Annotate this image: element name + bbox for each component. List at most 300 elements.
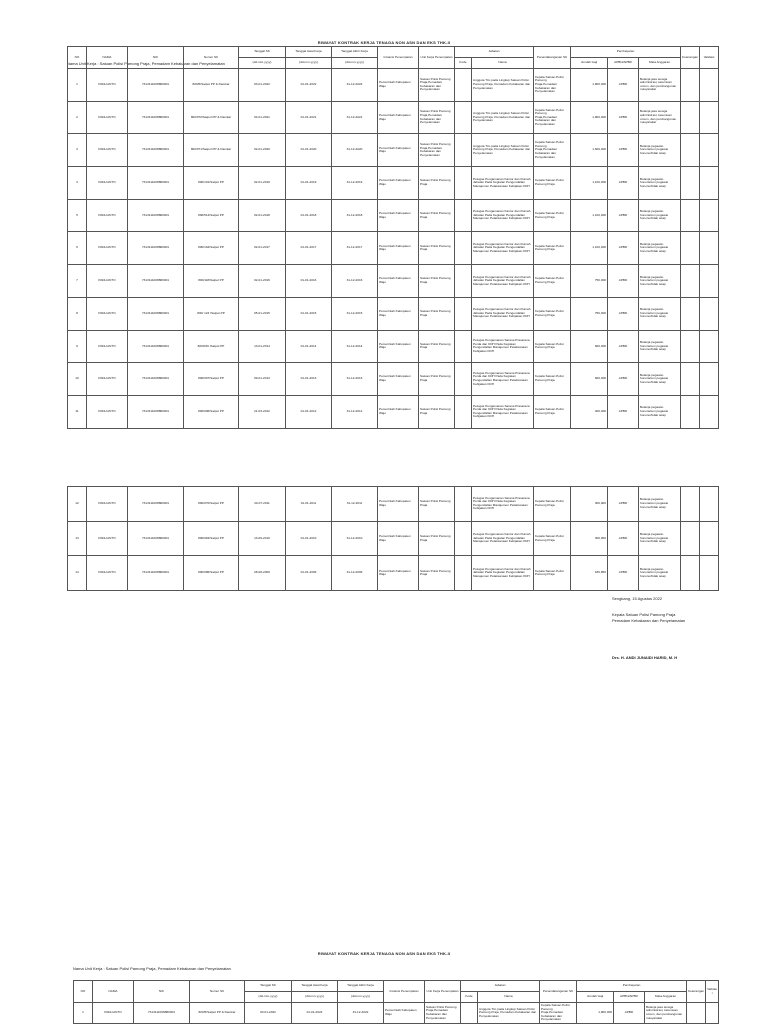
- cell-apbn: APBD: [608, 363, 639, 396]
- cell-mata-anggaran: Belanja pegawai-honorarium pegawai honorer/tidak tetap: [639, 297, 681, 330]
- cell-tanggal-sk: 28-08-2009: [239, 556, 286, 591]
- cell-instansi: Pemerintah Kabupaten Wajo: [378, 199, 419, 232]
- document-title: RIWAYAT KONTRAK KERJA TENAGA NON ASN DAN EKS THK-II: [317, 40, 451, 45]
- cell-no: 10: [68, 363, 87, 396]
- cell-tanggal-sk: 02-01-2018: [239, 199, 286, 232]
- cell-tanggal-awal: 01-01-2015: [286, 297, 332, 330]
- table-body: [74, 1003, 719, 1024]
- cell-nik: 7313111008880001: [128, 297, 184, 330]
- cell-penandatangan: Kepala Satuan Polisi Pamong Praja,Pemadam Kebakaran dan Penyelamatan: [540, 1003, 577, 1024]
- cell-mata-anggaran: Belanja jasa tenaga administrasi, ketentuan umum, dan pembangunan masyarakat: [645, 1003, 687, 1024]
- cell-nomor-sk: 800/164/Satpol PP: [184, 232, 239, 265]
- table-row: [68, 297, 719, 330]
- cell-penandatangan: Kepala Satuan Polisi Pamong Praja: [534, 521, 571, 556]
- table-body: [68, 487, 719, 591]
- header-kode: Kode: [455, 58, 472, 69]
- cell-unit-kerja: Satuan Polisi Pamong Praja,Pemadam Kebakaran dan Penyelamatan: [419, 101, 455, 134]
- header-tanggal-akhir: Tanggal Akhir Kerja: [332, 47, 378, 58]
- cell-jabatan: Petugas Pengamanan Kantor dan Rumah Jabatan Pada Kegiatan Pengendalian Manajemen Pelaksanaan Kebijakan KDH: [472, 265, 534, 298]
- cell-penandatangan: Kepala Satuan Polisi Pamong Praja: [534, 556, 571, 591]
- header-jabatan: Jabatan: [455, 47, 534, 58]
- cell-unit-kerja: Satuan Polisi Pamong Praja: [419, 330, 455, 363]
- cell-jumlah-gaji: 1,800,000: [571, 101, 608, 134]
- header-tanggal-awal: Tanggal Awal Kerja: [286, 47, 332, 58]
- cell-tanggal-sk: 21-03-2012: [239, 395, 286, 428]
- table-header: [74, 981, 719, 1003]
- cell-nomor-sk: 800/ 123 /Satpol PP: [184, 297, 239, 330]
- header-date-format: (dd-mm-yyyy): [286, 58, 332, 69]
- cell-unit-kerja: Satuan Polisi Pamong Praja: [419, 363, 455, 396]
- signature-position: Pemadam Kebakaran dan Penyelamatan: [612, 618, 686, 623]
- cell-mata-anggaran: Belanja jasa tenaga administrasi, ketentuan umum, dan pembangunan masyarakat: [639, 101, 681, 134]
- cell-no: 8: [68, 297, 87, 330]
- cell-nama: PADLIANTO: [87, 487, 128, 522]
- cell-kode: [455, 134, 472, 167]
- cell-mata-anggaran: Belanja pegawai-honorarium pegawai honorer/tidak tetap: [639, 487, 681, 522]
- table-row: [68, 134, 719, 167]
- cell-tanggal-sk: 02-01-2017: [239, 232, 286, 265]
- cell-tanggal-akhir: 31-12-2020: [332, 134, 378, 167]
- cell-nomor-sk: 800/086/Satpol PP: [184, 556, 239, 591]
- cell-jabatan: Petugas Pengamanan Kantor dan Rumah Jabatan Pada Kegiatan Pengendalian Manajemen Pelaksanaan Kebijakan KDH: [472, 297, 534, 330]
- cell-instansi: Pemerintah Kabupaten Wajo: [384, 1003, 425, 1024]
- cell-tanggal-awal: 01-01-2010: [286, 521, 332, 556]
- cell-tanggal-akhir: 31-12-2022: [332, 69, 378, 102]
- signatory-name: Drs. H. ANDI JUNAIDI HARID, M. H: [612, 655, 678, 660]
- cell-nama: PADLIANTO: [87, 265, 128, 298]
- cell-kode: [455, 330, 472, 363]
- cell-nama: PADLIANTO: [87, 199, 128, 232]
- cell-validasi: [700, 69, 719, 102]
- cell-jabatan: Petugas Pengamanan Sarana Prasarana Perda dan KDH Pada Kegiatan Pengendalian Manajemen Pelaksanaan Kebijakan KDH: [472, 395, 534, 428]
- cell-keterangan: [681, 521, 700, 556]
- cell-tanggal-akhir: 31-12-2010: [332, 521, 378, 556]
- cell-validasi: [700, 167, 719, 200]
- cell-jabatan: Anggota Tim pada Lingkup Satuan Polisi Pamong Praja, Pemadam Kebakaran dan Penyelamatan: [472, 134, 534, 167]
- cell-kode: [455, 556, 472, 591]
- cell-jumlah-gaji: 750,000: [571, 265, 608, 298]
- cell-no: 1: [74, 1003, 93, 1024]
- cell-jumlah-gaji: 1,100,000: [571, 232, 608, 265]
- header-mata-anggaran: Mata Anggaran: [645, 992, 687, 1003]
- header-jumlah-gaji: Jumlah Gaji: [571, 58, 608, 69]
- cell-kode: [455, 297, 472, 330]
- cell-no: 2: [68, 101, 87, 134]
- cell-jumlah-gaji: 1,800,000: [571, 69, 608, 102]
- cell-nik: 7313111008880001: [128, 395, 184, 428]
- cell-apbn: APBD: [608, 487, 639, 522]
- cell-nik: 7313111008880001: [134, 1003, 190, 1024]
- header-validasi: Validasi: [706, 981, 719, 1003]
- document-title: RIWAYAT KONTRAK KERJA TENAGA NON ASN DAN EKS THK-II: [317, 951, 451, 956]
- cell-validasi: [706, 1003, 719, 1024]
- header-validasi: Validasi: [700, 47, 719, 69]
- cell-jumlah-gaji: 1,600,000: [571, 134, 608, 167]
- cell-jabatan: Anggota Tim pada Lingkup Satuan Polisi Pamong Praja, Pemadam Kebakaran dan Penyelamatan: [478, 1003, 540, 1024]
- table-row: [68, 395, 719, 428]
- cell-jumlah-gaji: 1,100,000: [571, 167, 608, 200]
- cell-tanggal-sk: 09-01-2013: [239, 363, 286, 396]
- cell-no: 11: [68, 395, 87, 428]
- cell-keterangan: [681, 395, 700, 428]
- cell-penandatangan: Kepala Satuan Polisi Pamong Praja: [534, 232, 571, 265]
- cell-unit-kerja: Satuan Polisi Pamong Praja: [419, 167, 455, 200]
- header-nomor-sk: Nomor SK: [190, 981, 245, 1003]
- cell-kode: [455, 101, 472, 134]
- cell-nama: PADLIANTO: [87, 297, 128, 330]
- cell-no: 4: [68, 167, 87, 200]
- header-no: NO: [74, 981, 93, 1003]
- cell-jabatan: Petugas Pengamanan Sarana Prasarana Perda dan KDH Pada Kegiatan Pengendalian Manajemen Pelaksanaan Kebijakan KDH: [472, 363, 534, 396]
- cell-nomor-sk: 800/070/Satpol PP: [184, 487, 239, 522]
- table-header: [68, 47, 719, 69]
- cell-nomor-sk: 800/118/Satpol PP: [184, 265, 239, 298]
- cell-kode: [455, 265, 472, 298]
- cell-nama: PADLIANTO: [87, 363, 128, 396]
- cell-kode: [455, 363, 472, 396]
- cell-tanggal-awal: 01-01-2020: [286, 134, 332, 167]
- cell-nama: PADLIANTO: [87, 330, 128, 363]
- cell-mata-anggaran: Belanja pegawai-honorarium pegawai honorer/tidak tetap: [639, 167, 681, 200]
- cell-unit-kerja: Satuan Polisi Pamong Praja: [419, 199, 455, 232]
- cell-instansi: Pemerintah Kabupaten Wajo: [378, 556, 419, 591]
- cell-keterangan: [681, 232, 700, 265]
- cell-mata-anggaran: Belanja pegawai-honorarium pegawai honorer/tidak tetap: [639, 330, 681, 363]
- cell-tanggal-awal: 01-01-2017: [286, 232, 332, 265]
- table-body: [68, 69, 719, 429]
- cell-apbn: APBD: [608, 101, 639, 134]
- cell-penandatangan: Kepala Satuan Polisi Pamong Praja,Pemadam Kebakaran dan Penyelamatan: [534, 134, 571, 167]
- cell-instansi: Pemerintah Kabupaten Wajo: [378, 69, 419, 102]
- header-pembayaran: Pembayaran: [577, 981, 687, 992]
- cell-tanggal-sk: 13-09-2010: [239, 521, 286, 556]
- cell-jumlah-gaji: 750,000: [571, 297, 608, 330]
- cell-nik: 7313111008880001: [128, 265, 184, 298]
- cell-nik: 7313111008880001: [128, 556, 184, 591]
- cell-keterangan: [687, 1003, 706, 1024]
- cell-no: 7: [68, 265, 87, 298]
- unit-name-line: Nama Unit Kerja : Satuan Polisi Pamong Praja, Pemadam Kebakaran dan Penyelamatan: [73, 966, 231, 971]
- cell-tanggal-sk: 20-07-2011: [239, 487, 286, 522]
- unit-name-line: Nama Unit Kerja : Satuan Polisi Pamong Praja, Pemadam Kebakaran dan Penyelamatan: [67, 61, 225, 66]
- cell-jumlah-gaji: 300,000: [571, 487, 608, 522]
- cell-instansi: Pemerintah Kabupaten Wajo: [378, 232, 419, 265]
- cell-jumlah-gaji: 600,000: [571, 330, 608, 363]
- cell-no: 13: [68, 521, 87, 556]
- cell-nomor-sk: 800/5/Satpol PP & Damkar: [190, 1003, 245, 1024]
- cell-instansi: Pemerintah Kabupaten Wajo: [378, 134, 419, 167]
- cell-validasi: [700, 297, 719, 330]
- cell-validasi: [700, 134, 719, 167]
- cell-keterangan: [681, 167, 700, 200]
- cell-nomor-sk: 800/070/Satpol PP & Damkar: [184, 101, 239, 134]
- cell-no: 1: [68, 69, 87, 102]
- cell-keterangan: [681, 330, 700, 363]
- cell-tanggal-awal: 01-01-2019: [286, 167, 332, 200]
- cell-apbn: APBD: [608, 297, 639, 330]
- cell-tanggal-akhir: 31-12-2011: [332, 487, 378, 522]
- cell-tanggal-awal: 01-01-2022: [292, 1003, 338, 1024]
- cell-nama: PADLIANTO: [87, 521, 128, 556]
- cell-instansi: Pemerintah Kabupaten Wajo: [378, 265, 419, 298]
- table-row: [68, 232, 719, 265]
- cell-apbn: APBD: [614, 1003, 645, 1024]
- table-row: [68, 167, 719, 200]
- cell-tanggal-akhir: 31-12-2014: [332, 330, 378, 363]
- cell-unit-kerja: Satuan Polisi Pamong Praja: [419, 556, 455, 591]
- cell-validasi: [700, 521, 719, 556]
- header-jabatan: Jabatan: [461, 981, 540, 992]
- cell-nik: 7313111008880001: [128, 101, 184, 134]
- header-pembayaran: Pembayaran: [571, 47, 681, 58]
- cell-nik: 7313111008880001: [128, 134, 184, 167]
- cell-nik: 7313111008880001: [128, 363, 184, 396]
- cell-mata-anggaran: Belanja pegawai-honorarium pegawai honorer/tidak tetap: [639, 556, 681, 591]
- cell-nomor-sk: 800/5/Satpol PP & Damkar: [184, 69, 239, 102]
- cell-penandatangan: Kepala Satuan Polisi Pamong Praja: [534, 167, 571, 200]
- cell-unit-kerja: Satuan Polisi Pamong Praja: [419, 487, 455, 522]
- cell-jabatan: Petugas Pengamanan Kantor dan Rumah Jabatan Pada Kegiatan Pengendalian Manajemen Pelaksanaan Kebijakan KDH: [472, 232, 534, 265]
- header-kode: Kode: [461, 992, 478, 1003]
- cell-jabatan: Petugas Pengamanan Sarana Prasarana Perda dan KDH Pada Kegiatan Pengendalian Manajemen Pelaksanaan Kebijakan KDH: [472, 330, 534, 363]
- table-row: [68, 521, 719, 556]
- cell-validasi: [700, 232, 719, 265]
- header-nama: NAMA: [93, 981, 134, 1003]
- cell-keterangan: [681, 199, 700, 232]
- cell-nama: PADLIANTO: [87, 134, 128, 167]
- cell-mata-anggaran: Belanja pegawai-honorarium pegawai honorer/tidak tetap: [639, 265, 681, 298]
- cell-nomor-sk: 800/096/Satpol PP: [184, 395, 239, 428]
- signature-position: Kepala Satuan Polisi Pamong Praja: [612, 612, 676, 617]
- cell-penandatangan: Kepala Satuan Polisi Pamong Praja: [534, 199, 571, 232]
- cell-keterangan: [681, 69, 700, 102]
- cell-apbn: APBD: [608, 521, 639, 556]
- cell-kode: [455, 487, 472, 522]
- header-nama: NAMA: [87, 47, 128, 69]
- cell-kode: [461, 1003, 478, 1024]
- cell-instansi: Pemerintah Kabupaten Wajo: [378, 167, 419, 200]
- header-penandatangan: Penandatanganan SK: [534, 47, 571, 69]
- cell-kode: [455, 521, 472, 556]
- cell-tanggal-sk: 02-01-2020: [239, 134, 286, 167]
- cell-instansi: Pemerintah Kabupaten Wajo: [378, 521, 419, 556]
- header-mata-anggaran: Mata Anggaran: [639, 58, 681, 69]
- cell-keterangan: [681, 556, 700, 591]
- cell-mata-anggaran: Belanja pegawai-honorarium pegawai honorer/tidak tetap: [639, 363, 681, 396]
- cell-unit-kerja: Satuan Polisi Pamong Praja,Pemadam Kebakaran dan Penyelamatan: [419, 134, 455, 167]
- cell-instansi: Pemerintah Kabupaten Wajo: [378, 330, 419, 363]
- header-no: NO: [68, 47, 87, 69]
- cell-kode: [455, 69, 472, 102]
- cell-tanggal-akhir: 31-12-2009: [332, 556, 378, 591]
- cell-jumlah-gaji: 186,850: [571, 556, 608, 591]
- header-instansi: Instansi Penempatan: [378, 47, 419, 69]
- cell-instansi: Pemerintah Kabupaten Wajo: [378, 101, 419, 134]
- cell-nomor-sk: 800/514/Satpol PP: [184, 199, 239, 232]
- cell-jumlah-gaji: 600,000: [571, 363, 608, 396]
- header-apbn: APBN/APBD: [614, 992, 645, 1003]
- cell-nama: PADLIANTO: [87, 232, 128, 265]
- header-date-format: (dd-mm-yyyy): [338, 992, 384, 1003]
- cell-tanggal-sk: 04-01-2021: [239, 101, 286, 134]
- cell-validasi: [700, 199, 719, 232]
- header-unit-kerja: Unit Kerja Penempatan: [419, 47, 455, 69]
- cell-jabatan: Anggota Tim pada Lingkup Satuan Polisi Pamong Praja, Pemadam Kebakaran dan Penyelamatan: [472, 69, 534, 102]
- cell-nik: 7313111008880001: [128, 487, 184, 522]
- cell-unit-kerja: Satuan Polisi Pamong Praja: [419, 395, 455, 428]
- cell-keterangan: [681, 265, 700, 298]
- header-penandatangan: Penandatanganan SK: [540, 981, 577, 1003]
- cell-nama: PADLIANTO: [87, 69, 128, 102]
- cell-mata-anggaran: Belanja pegawai-honorarium pegawai honorer/tidak tetap: [639, 521, 681, 556]
- cell-tanggal-sk: 03-01-2022: [239, 69, 286, 102]
- cell-unit-kerja: Satuan Polisi Pamong Praja,Pemadam Kebakaran dan Penyelamatan: [419, 69, 455, 102]
- header-unit-kerja: Unit Kerja Penempatan: [425, 981, 461, 1003]
- cell-tanggal-awal: 01-01-2014: [286, 330, 332, 363]
- cell-tanggal-akhir: 31-12-2021: [332, 101, 378, 134]
- cell-jabatan: Anggota Tim pada Lingkup Satuan Polisi Pamong Praja, Pemadam Kebakaran dan Penyelamatan: [472, 101, 534, 134]
- contract-table-page-3: [73, 980, 719, 1024]
- cell-kode: [455, 199, 472, 232]
- cell-no: 6: [68, 232, 87, 265]
- cell-nomor-sk: 800/101/Satpol PP: [184, 167, 239, 200]
- cell-tanggal-akhir: 31-12-2017: [332, 232, 378, 265]
- cell-validasi: [700, 363, 719, 396]
- cell-no: 9: [68, 330, 87, 363]
- cell-tanggal-awal: 01-01-2018: [286, 199, 332, 232]
- cell-nama: PADLIANTO: [93, 1003, 134, 1024]
- cell-no: 14: [68, 556, 87, 591]
- table-row: [68, 556, 719, 591]
- header-apbn: APBN/APBD: [608, 58, 639, 69]
- header-date-format: (dd-mm-yyyy): [245, 992, 292, 1003]
- cell-nik: 7313111008880001: [128, 521, 184, 556]
- contract-table-page-2: [67, 486, 719, 591]
- header-tanggal-sk: Tanggal SK: [239, 47, 286, 58]
- table-row: [68, 330, 719, 363]
- cell-penandatangan: Kepala Satuan Polisi Pamong Praja: [534, 363, 571, 396]
- cell-penandatangan: Kepala Satuan Polisi Pamong Praja: [534, 487, 571, 522]
- cell-jabatan: Petugas Pengamanan Kantor dan Rumah Jabatan Pada Kegiatan Pengendalian Manajemen Pelaksanaan Kebijakan KDH: [472, 521, 534, 556]
- header-date-format: (dd-mm-yyyy): [292, 992, 338, 1003]
- cell-nama: PADLIANTO: [87, 395, 128, 428]
- cell-nomor-sk: 800/030 /Satpol PP: [184, 330, 239, 363]
- cell-mata-anggaran: Belanja pegawai-honorarium pegawai honorer/tidak tetap: [639, 199, 681, 232]
- cell-apbn: APBD: [608, 69, 639, 102]
- cell-no: 12: [68, 487, 87, 522]
- cell-kode: [455, 232, 472, 265]
- cell-apbn: APBD: [608, 556, 639, 591]
- cell-instansi: Pemerintah Kabupaten Wajo: [378, 363, 419, 396]
- table-row: [68, 69, 719, 102]
- cell-apbn: APBD: [608, 395, 639, 428]
- cell-no: 3: [68, 134, 87, 167]
- cell-kode: [455, 395, 472, 428]
- cell-apbn: APBD: [608, 167, 639, 200]
- table-row: [68, 363, 719, 396]
- cell-tanggal-akhir: 31-12-2012: [332, 395, 378, 428]
- cell-validasi: [700, 487, 719, 522]
- cell-tanggal-sk: 02-01-2019: [239, 167, 286, 200]
- cell-nomor-sk: 800/007/Satpol PP: [184, 363, 239, 396]
- header-keterangan: Keterangan: [681, 47, 700, 69]
- cell-instansi: Pemerintah Kabupaten Wajo: [378, 487, 419, 522]
- cell-validasi: [700, 556, 719, 591]
- header-keterangan: Keterangan: [687, 981, 706, 1003]
- cell-nama: PADLIANTO: [87, 167, 128, 200]
- cell-nik: 7313111008880001: [128, 167, 184, 200]
- table-row: [68, 199, 719, 232]
- cell-tanggal-akhir: 31-12-2022: [338, 1003, 384, 1024]
- cell-nama: PADLIANTO: [87, 101, 128, 134]
- cell-mata-anggaran: Belanja pegawai-honorarium pegawai honorer/tidak tetap: [639, 232, 681, 265]
- cell-nik: 7313111008880001: [128, 69, 184, 102]
- cell-apbn: APBD: [608, 232, 639, 265]
- table-row: [74, 1003, 719, 1024]
- header-tanggal-awal: Tanggal Awal Kerja: [292, 981, 338, 992]
- contract-table-page-1: [67, 46, 719, 429]
- cell-tanggal-awal: 01-01-2016: [286, 265, 332, 298]
- cell-nik: 7313111008880001: [128, 232, 184, 265]
- table-row: [68, 265, 719, 298]
- cell-jumlah-gaji: 400,000: [571, 395, 608, 428]
- cell-jabatan: Petugas Pengamanan Kantor dan Rumah Jabatan Pada Kegiatan Pengendalian Manajemen Pelaksanaan Kebijakan KDH: [472, 199, 534, 232]
- cell-apbn: APBD: [608, 265, 639, 298]
- cell-jumlah-gaji: 1,800,000: [577, 1003, 614, 1024]
- cell-tanggal-awal: 01-01-2012: [286, 395, 332, 428]
- signature-block: [612, 596, 685, 661]
- cell-unit-kerja: Satuan Polisi Pamong Praja: [419, 265, 455, 298]
- cell-penandatangan: Kepala Satuan Polisi Pamong Praja: [534, 330, 571, 363]
- header-jumlah-gaji: Jumlah Gaji: [577, 992, 614, 1003]
- cell-keterangan: [681, 297, 700, 330]
- cell-tanggal-sk: 03-01-2022: [245, 1003, 292, 1024]
- cell-unit-kerja: Satuan Polisi Pamong Praja: [419, 297, 455, 330]
- cell-instansi: Pemerintah Kabupaten Wajo: [378, 297, 419, 330]
- cell-tanggal-sk: 05-01-2015: [239, 297, 286, 330]
- table-row: [68, 487, 719, 522]
- cell-validasi: [700, 395, 719, 428]
- cell-penandatangan: Kepala Satuan Polisi Pamong Praja,Pemadam Kebakaran dan Penyelamatan: [534, 101, 571, 134]
- header-nik: NIK: [128, 47, 184, 69]
- cell-nik: 7313111008880001: [128, 330, 184, 363]
- cell-instansi: Pemerintah Kabupaten Wajo: [378, 395, 419, 428]
- cell-keterangan: [681, 134, 700, 167]
- cell-jabatan: Petugas Pengamanan Sarana Prasarana Perda dan KDH Pada Kegiatan Pengendalian Manajemen Pelaksanaan Kebijakan KDH: [472, 487, 534, 522]
- cell-tanggal-sk: 02-01-2016: [239, 265, 286, 298]
- cell-tanggal-awal: 01-01-2022: [286, 69, 332, 102]
- cell-tanggal-akhir: 31-12-2013: [332, 363, 378, 396]
- cell-nomor-sk: 800/071/Satpol PP & Damkar: [184, 134, 239, 167]
- cell-tanggal-akhir: 31-12-2018: [332, 199, 378, 232]
- cell-unit-kerja: Satuan Polisi Pamong Praja,Pemadam Kebakaran dan Penyelamatan: [425, 1003, 461, 1024]
- header-tanggal-akhir: Tanggal Akhir Kerja: [338, 981, 384, 992]
- header-nama-jabatan: Nama: [472, 58, 534, 69]
- signature-place-date: Sengkang, 15 Agustus 2022: [612, 596, 663, 601]
- cell-penandatangan: Kepala Satuan Polisi Pamong Praja: [534, 265, 571, 298]
- cell-apbn: APBD: [608, 199, 639, 232]
- cell-penandatangan: Kepala Satuan Polisi Pamong Praja: [534, 395, 571, 428]
- cell-tanggal-awal: 01-01-2011: [286, 487, 332, 522]
- cell-nik: 7313111008880001: [128, 199, 184, 232]
- cell-keterangan: [681, 363, 700, 396]
- cell-nomor-sk: 800/094/Satpol PP: [184, 521, 239, 556]
- cell-penandatangan: Kepala Satuan Polisi Pamong Praja,Pemadam Kebakaran dan Penyelamatan: [534, 69, 571, 102]
- cell-apbn: APBD: [608, 330, 639, 363]
- cell-tanggal-akhir: 31-12-2015: [332, 297, 378, 330]
- header-tanggal-sk: Tanggal SK: [245, 981, 292, 992]
- header-nik: NIK: [134, 981, 190, 1003]
